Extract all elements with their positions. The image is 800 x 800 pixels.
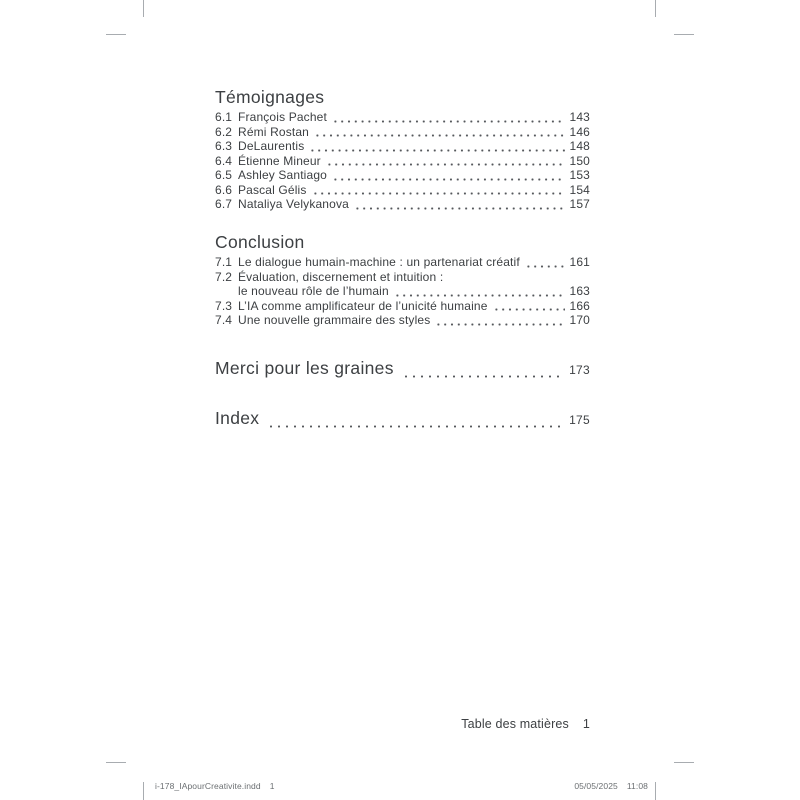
dot-leader bbox=[307, 139, 564, 154]
toc-item-number: 6.4 bbox=[215, 153, 233, 168]
toc-row-continuation bbox=[215, 284, 590, 299]
crop-mark-bottom-left-vertical bbox=[143, 782, 144, 800]
dot-leader bbox=[491, 299, 565, 314]
toc-entry-label: Index bbox=[215, 408, 260, 428]
crop-mark-bottom-left-horizontal bbox=[106, 762, 126, 763]
toc-row bbox=[215, 299, 590, 314]
toc-item-number: 6.6 bbox=[215, 182, 233, 197]
slug-date: 05/05/2025 bbox=[574, 781, 618, 791]
toc-row bbox=[215, 168, 590, 183]
dot-leader bbox=[310, 183, 565, 198]
section-heading: Conclusion bbox=[215, 232, 305, 252]
toc-item-page: 163 bbox=[569, 284, 590, 298]
toc-item-number: 6.1 bbox=[215, 110, 233, 124]
toc-row bbox=[215, 125, 590, 140]
toc-item-label-line2: le nouveau rôle de l’humain bbox=[238, 284, 389, 298]
toc-item-label: Étienne Mineur bbox=[238, 153, 321, 168]
dot-leader bbox=[312, 125, 565, 140]
toc-item-page: 143 bbox=[569, 110, 590, 124]
slug-file-info bbox=[155, 781, 275, 791]
toc-item-page: 161 bbox=[569, 255, 590, 269]
toc-item-number: 6.3 bbox=[215, 139, 233, 153]
footer-page-number: 1 bbox=[582, 717, 590, 731]
toc-item-label: DeLaurentis bbox=[238, 139, 305, 153]
toc-item-page: 170 bbox=[569, 313, 590, 327]
toc-entry-label: Merci pour les graines bbox=[215, 358, 394, 378]
toc-entry-page: 173 bbox=[569, 363, 590, 377]
crop-mark-top-right-horizontal bbox=[674, 34, 694, 35]
slug-sheet-number: 1 bbox=[269, 781, 275, 791]
toc-row bbox=[215, 255, 590, 270]
footer-title: Table des matières bbox=[461, 717, 569, 731]
page-footer bbox=[215, 717, 590, 731]
toc-section-conclusion bbox=[215, 231, 590, 328]
toc-row bbox=[215, 139, 590, 154]
dot-leader bbox=[330, 110, 565, 125]
toc-item-label: François Pachet bbox=[238, 110, 327, 124]
toc-row bbox=[215, 154, 590, 169]
crop-mark-top-left-horizontal bbox=[106, 34, 126, 35]
toc-item-label: L’IA comme amplificateur de l’unicité humaine bbox=[238, 298, 488, 313]
toc-item-label: Une nouvelle grammaire des styles bbox=[238, 313, 431, 327]
dot-leader bbox=[392, 284, 565, 299]
toc-item-page: 157 bbox=[569, 197, 590, 211]
toc-entry-index bbox=[215, 406, 590, 432]
slug-datetime bbox=[574, 781, 648, 791]
dot-leader bbox=[264, 406, 564, 432]
toc-item-page: 148 bbox=[569, 139, 590, 153]
toc-item-page: 146 bbox=[569, 124, 590, 139]
toc-item-number: 7.4 bbox=[215, 313, 233, 327]
toc-entry-merci bbox=[215, 356, 590, 382]
dot-leader bbox=[433, 313, 564, 328]
toc-section-temoignages bbox=[215, 86, 590, 212]
toc-row bbox=[215, 197, 590, 212]
crop-mark-top-left-vertical bbox=[143, 0, 144, 17]
toc-item-label: Rémi Rostan bbox=[238, 124, 310, 139]
toc-item-page: 150 bbox=[569, 153, 590, 168]
toc-item-number: 6.7 bbox=[215, 197, 233, 211]
dot-leader bbox=[324, 154, 565, 169]
toc-item-number: 7.3 bbox=[215, 298, 233, 313]
crop-mark-bottom-right-vertical bbox=[655, 782, 656, 800]
toc-item-number: 7.2 bbox=[215, 269, 233, 284]
toc-item-label: Pascal Gélis bbox=[238, 182, 307, 197]
toc-item-page: 166 bbox=[569, 298, 590, 313]
toc-item-page: 154 bbox=[569, 182, 590, 197]
slug-file-name: i-178_IApourCreativite.indd bbox=[155, 781, 261, 791]
toc-item-label: Nataliya Velykanova bbox=[238, 197, 349, 211]
dot-leader bbox=[330, 168, 565, 183]
toc-item-number: 7.1 bbox=[215, 255, 233, 269]
toc-row bbox=[215, 313, 590, 328]
toc-item-label-line1: Évaluation, discernement et intuition : bbox=[238, 269, 444, 284]
toc-item-page: 153 bbox=[569, 168, 590, 182]
crop-mark-bottom-right-horizontal bbox=[674, 762, 694, 763]
dot-leader bbox=[523, 255, 565, 270]
dot-leader bbox=[352, 197, 565, 212]
toc-item-label: Ashley Santiago bbox=[238, 168, 327, 182]
toc-row bbox=[215, 270, 590, 285]
toc-item-label: Le dialogue humain-machine : un partenariat créatif bbox=[238, 255, 520, 269]
section-heading: Témoignages bbox=[215, 87, 325, 107]
dot-leader bbox=[399, 356, 564, 382]
toc-row bbox=[215, 110, 590, 125]
crop-mark-top-right-vertical bbox=[655, 0, 656, 17]
slug-time: 11:08 bbox=[626, 781, 648, 791]
toc-item-number: 6.2 bbox=[215, 124, 233, 139]
toc-item-number: 6.5 bbox=[215, 168, 233, 182]
toc-entry-page: 175 bbox=[569, 413, 590, 427]
toc-row bbox=[215, 183, 590, 198]
